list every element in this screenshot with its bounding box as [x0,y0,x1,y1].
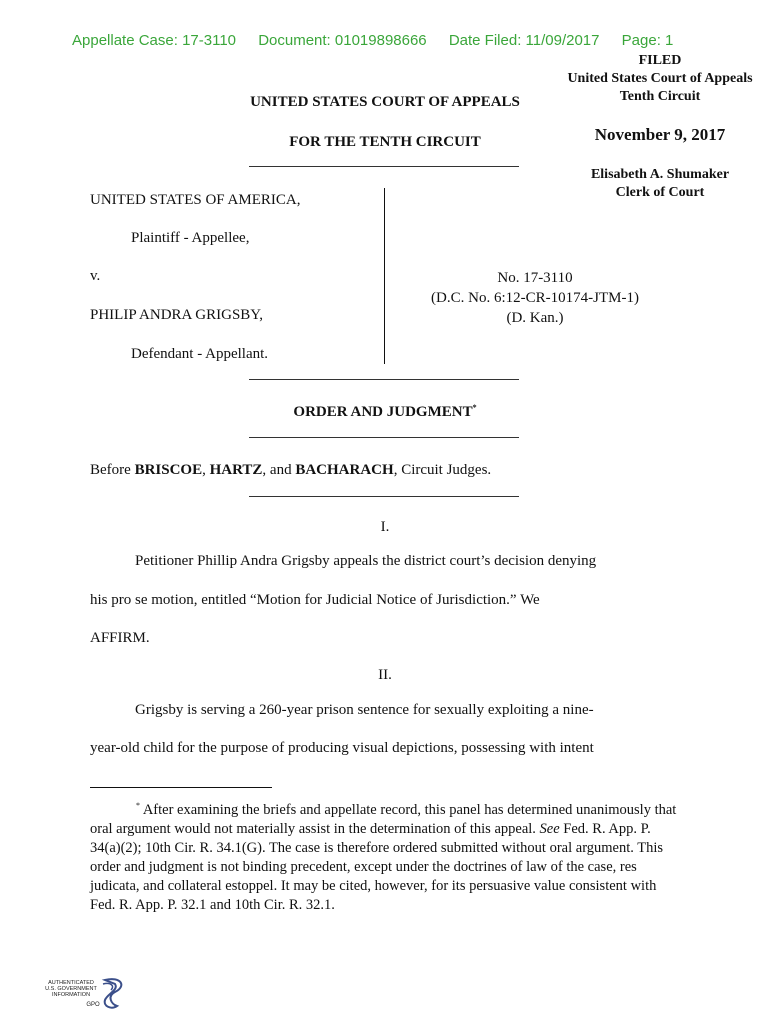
gpo-authenticated-logo [45,976,130,1016]
order-title: ORDER AND JUDGMENT* [293,403,477,420]
defendant-role: Defendant - Appellant. [131,346,269,362]
divider [249,496,519,497]
document-header [72,32,691,49]
footnote-mark: * [136,801,140,810]
body-line: his pro se motion, entitled “Motion for Judicial Notice of Jurisdiction.” We [90,592,540,608]
case-number: Appellate Case: 17-3110 [72,32,237,49]
judge-name: BRISCOE [134,462,203,478]
defendant-name: PHILIP ANDRA GRIGSBY, [90,307,263,323]
district-case-number: (D.C. No. 6:12-CR-10174-JTM-1) [431,290,639,306]
date-filed: Date Filed: 11/09/2017 [448,32,600,49]
document-number: Document: 01019898666 [258,32,427,49]
clerk-title: Clerk of Court [615,185,705,200]
case-info [400,268,670,328]
section-heading: II. [378,667,392,683]
plaintiff-role: Plaintiff - Appellee, [131,230,250,246]
judge-name: HARTZ [209,462,263,478]
logo-text: INFORMATION [51,992,91,998]
plaintiff-name: UNITED STATES OF AMERICA, [90,192,301,208]
divider [249,437,519,438]
filed-label: FILED [638,53,682,68]
page-number: Page: 1 [621,32,674,49]
logo-text: AUTHENTICATED [48,980,94,986]
district: (D. Kan.) [506,310,564,326]
divider [249,166,519,167]
judge-name: BACHARACH [295,462,394,478]
footnote: * After examining the briefs and appellate record, this panel has determined unanimously that oral argument would not materially assist in the determination of this appeal. See Fed. R. App. P. 34(a)(2); 10th Cir. R. 34.1(G). The case is therefore ordered submitted without oral argument. This order and judgment is not binding precedent, except under the doctrines of law of the case, res judicata, and collateral estoppel. It may be cited, however, for its persuasive value consistent with Fed. R. App. P. 32.1 and 10th Cir. R. 32.1. [90,801,677,913]
body-line: Petitioner Phillip Andra Grigsby appeals the district court’s decision denying [135,553,597,569]
divider [249,379,519,380]
filed-date: November 9, 2017 [594,125,726,144]
logo-text: U.S. GOVERNMENT [45,986,97,992]
footnote-marker: * [472,403,477,412]
body-line: year-old child for the purpose of producing visual depictions, possessing with intent [90,740,594,756]
body-line: AFFIRM. [90,630,150,646]
caption-divider [384,188,385,364]
filed-stamp [540,52,770,202]
section-heading: I. [380,519,390,535]
panel-judges: Before BRISCOE, HARTZ, and BACHARACH, Circuit Judges. [90,462,492,478]
case-number-caption: No. 17-3110 [497,270,573,286]
body-line: Grigsby is serving a 260-year prison sentence for sexually exploiting a nine- [135,702,594,718]
clerk-name: Elisabeth A. Shumaker [590,167,730,182]
circuit-name: FOR THE TENTH CIRCUIT [289,134,481,150]
logo-text: GPO [86,1002,100,1008]
filed-court: United States Court of Appeals [567,71,753,86]
court-name: UNITED STATES COURT OF APPEALS [250,94,520,110]
footnote-rule [90,787,272,788]
filed-circuit: Tenth Circuit [619,89,701,104]
versus: v. [90,268,101,284]
